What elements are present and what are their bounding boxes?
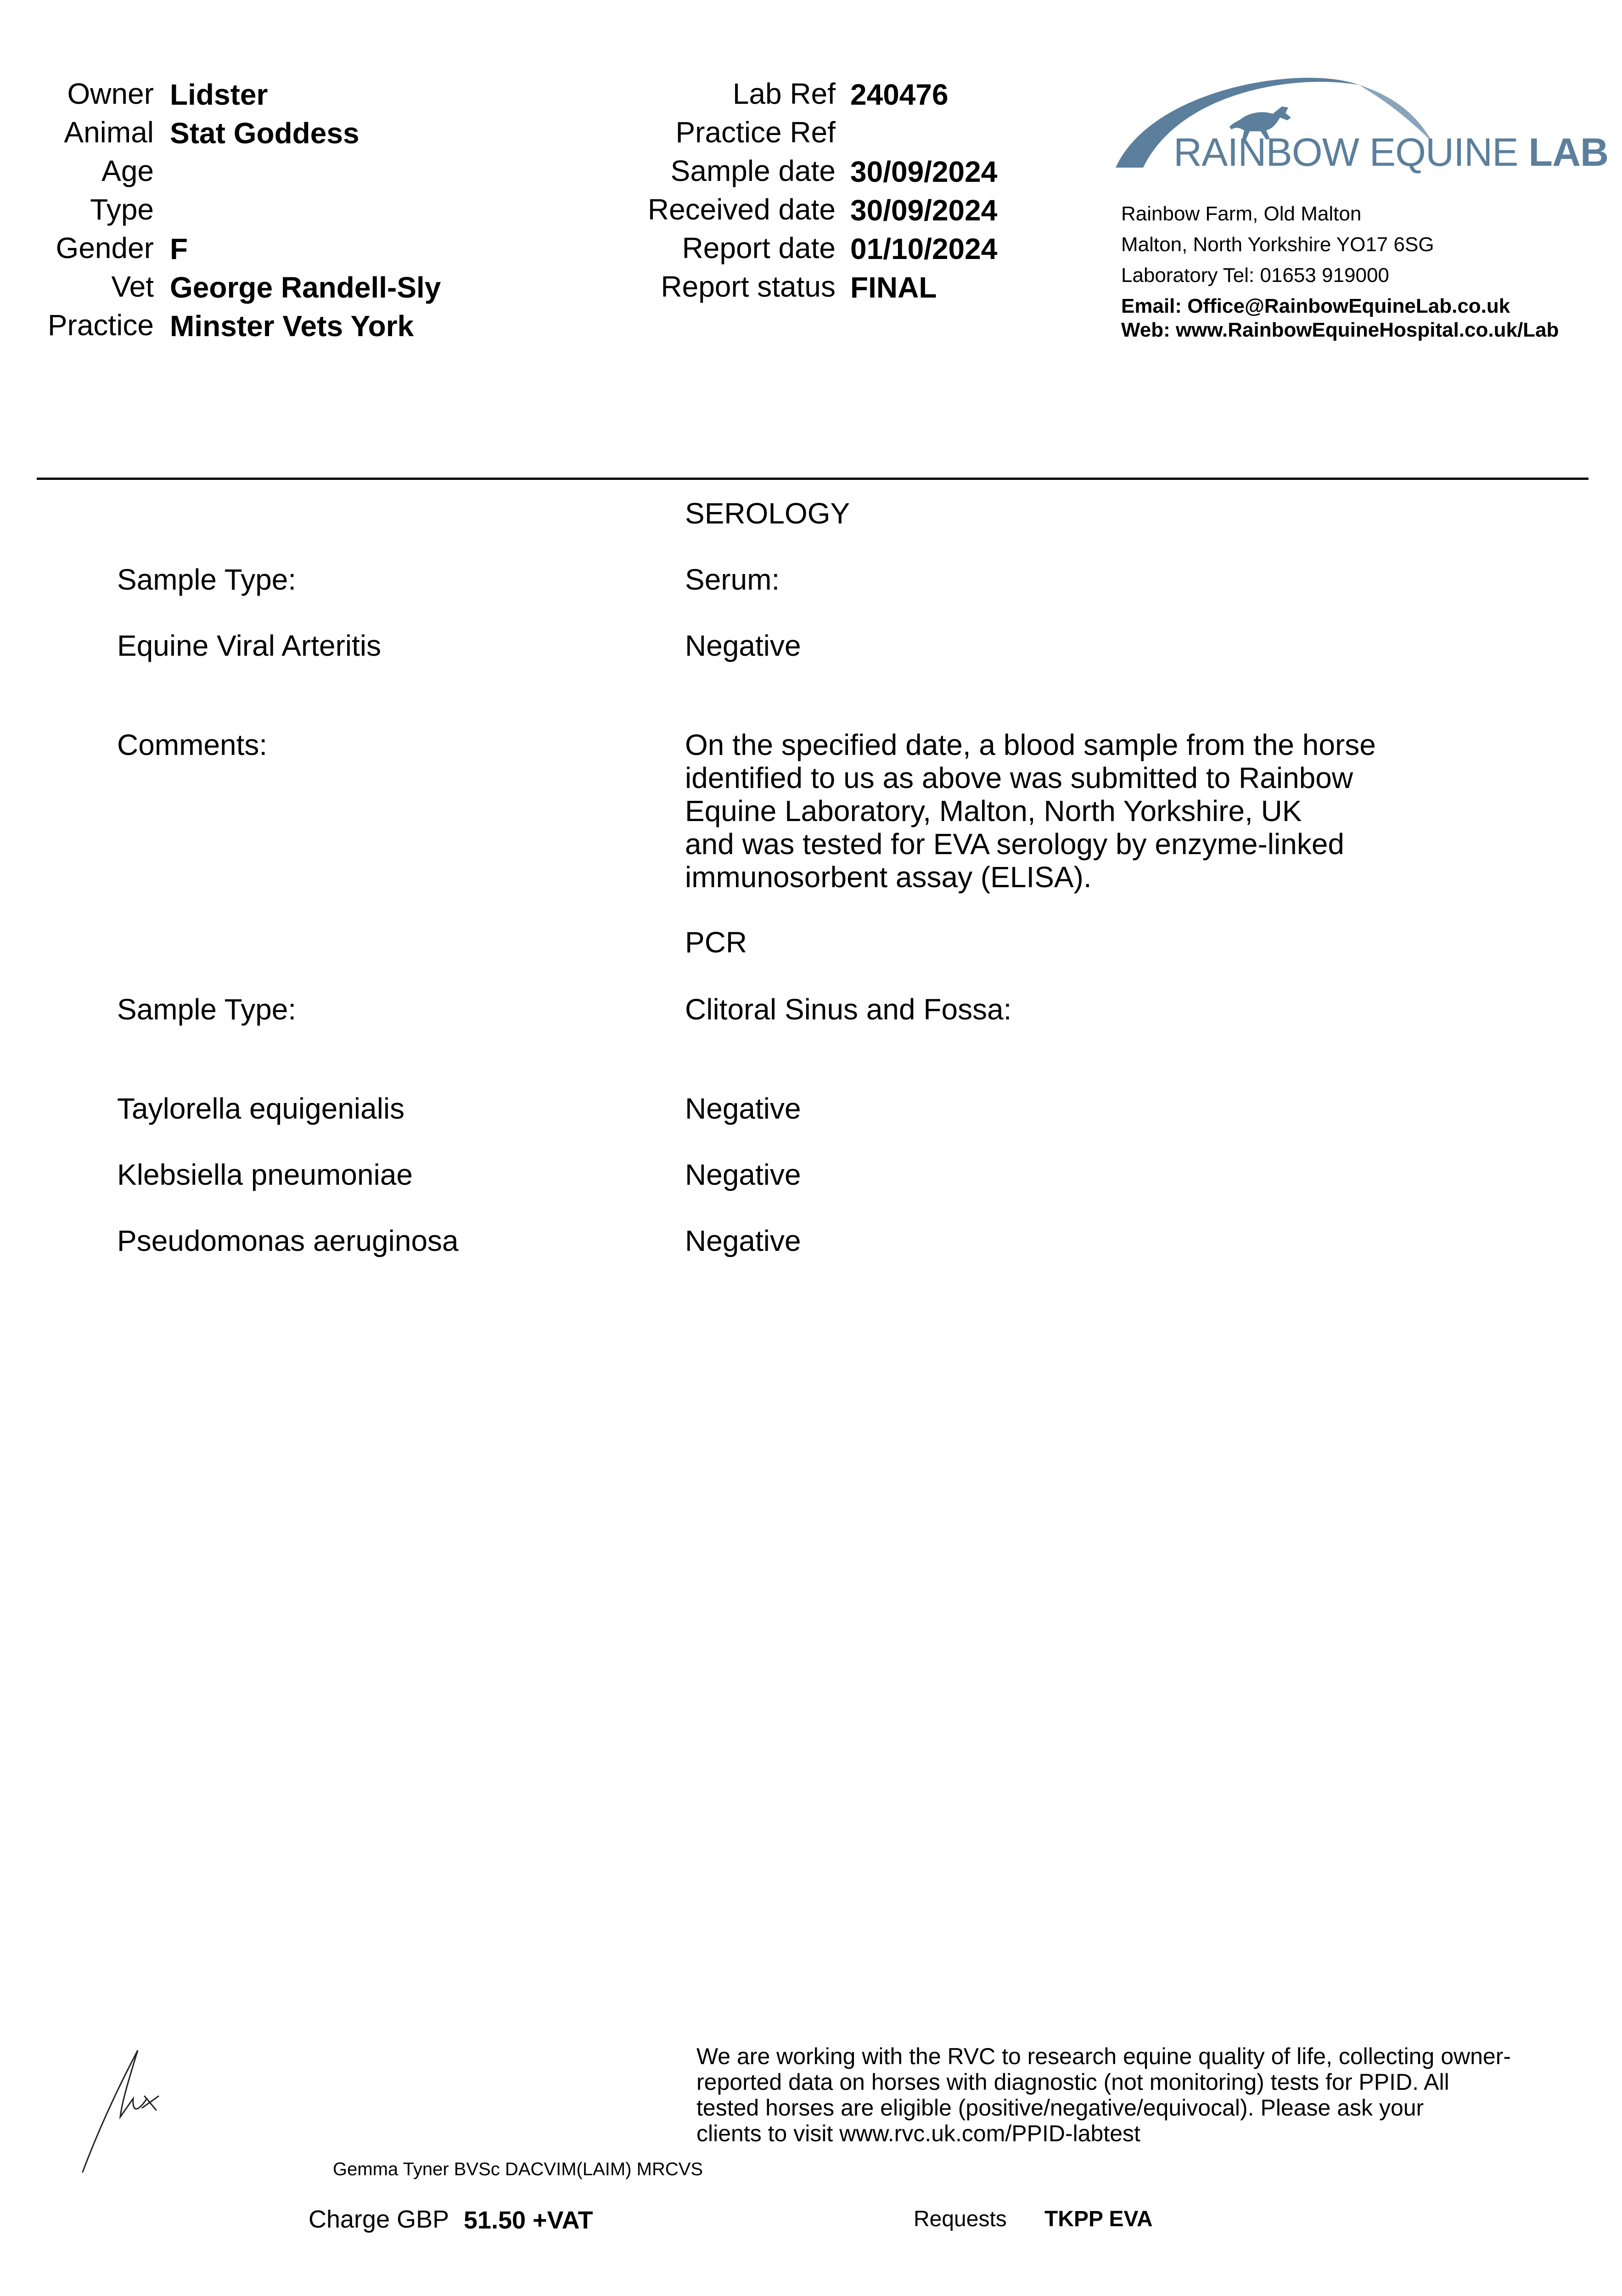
signatory: Gemma Tyner BVSc DACVIM(LAIM) MRCVS bbox=[333, 2159, 703, 2179]
rvc-notice-line: reported data on horses with diagnostic (not monitoring) tests for PPID. All bbox=[696, 2069, 1449, 2095]
owner-label: Owner bbox=[67, 77, 154, 110]
gender-label: Gender bbox=[56, 231, 154, 264]
lab-email: Email: Office@RainbowEquineLab.co.uk bbox=[1121, 295, 1510, 317]
comments-text bbox=[685, 728, 1376, 894]
comment-line: and was tested for EVA serology by enzyme-linked bbox=[685, 827, 1344, 861]
address-line-1: Rainbow Farm, Old Malton bbox=[1121, 203, 1362, 225]
charge-label: Charge GBP bbox=[309, 2206, 449, 2233]
rvc-notice-line: tested horses are eligible (positive/negative/equivocal). Please ask your bbox=[696, 2095, 1424, 2121]
pcr-test-name: Pseudomonas aeruginosa bbox=[117, 1224, 459, 1257]
lab-ref-label: Lab Ref bbox=[732, 77, 836, 110]
received-date-value: 30/09/2024 bbox=[850, 194, 998, 227]
comment-line: immunosorbent assay (ELISA). bbox=[685, 861, 1092, 894]
logo-text-main: RAINBOW EQUINE bbox=[1173, 130, 1518, 174]
report-status-label: Report status bbox=[661, 270, 836, 303]
lab-web: Web: www.RainbowEquineHospital.co.uk/Lab bbox=[1121, 319, 1559, 341]
comment-line: On the specified date, a blood sample from the horse bbox=[685, 728, 1376, 761]
address-line-2: Malton, North Yorkshire YO17 6SG bbox=[1121, 233, 1434, 256]
owner-value: Lidster bbox=[170, 78, 268, 111]
pcr-sample-type-value: Clitoral Sinus and Fossa: bbox=[685, 993, 1012, 1026]
serology-sample-type-label: Sample Type: bbox=[117, 563, 297, 596]
report-date-label: Report date bbox=[682, 231, 836, 264]
pcr-sample-type-label: Sample Type: bbox=[117, 993, 297, 1026]
report-date-value: 01/10/2024 bbox=[850, 232, 998, 265]
serology-sample-type-value: Serum: bbox=[685, 563, 780, 596]
gender-value: F bbox=[170, 232, 188, 265]
vet-label: Vet bbox=[111, 270, 154, 303]
pcr-test-result: Negative bbox=[685, 1092, 801, 1125]
logo-text-bold: LAB bbox=[1528, 130, 1609, 174]
pcr-test-name: Klebsiella pneumoniae bbox=[117, 1158, 413, 1191]
rvc-notice bbox=[696, 2043, 1511, 2146]
signature-image bbox=[78, 2043, 174, 2177]
received-date-label: Received date bbox=[647, 193, 836, 226]
comment-line: identified to us as above was submitted to Rainbow bbox=[685, 761, 1353, 794]
pcr-test-result: Negative bbox=[685, 1158, 801, 1191]
serology-heading: SEROLOGY bbox=[685, 497, 850, 530]
eva-test-result: Negative bbox=[685, 629, 801, 662]
report-status-value: FINAL bbox=[850, 271, 937, 304]
requests-label: Requests bbox=[914, 2207, 1007, 2231]
header-divider bbox=[37, 478, 1588, 480]
pcr-heading: PCR bbox=[685, 926, 747, 959]
practice-label: Practice bbox=[47, 309, 154, 342]
vet-value: George Randell-Sly bbox=[170, 271, 441, 304]
rvc-notice-line: clients to visit www.rvc.uk.com/PPID-labtest bbox=[696, 2121, 1140, 2146]
lab-ref-value: 240476 bbox=[850, 78, 949, 111]
animal-value: Stat Goddess bbox=[170, 117, 359, 150]
animal-label: Animal bbox=[64, 116, 154, 149]
practice-value: Minster Vets York bbox=[170, 310, 414, 343]
comment-line: Equine Laboratory, Malton, North Yorkshire, UK bbox=[685, 794, 1302, 827]
pcr-test-result: Negative bbox=[685, 1224, 801, 1257]
practice-ref-label: Practice Ref bbox=[675, 116, 836, 149]
pcr-test-name: Taylorella equigenialis bbox=[117, 1092, 405, 1125]
type-label: Type bbox=[90, 193, 154, 226]
sample-date-label: Sample date bbox=[670, 154, 836, 187]
requests-value: TKPP EVA bbox=[1044, 2207, 1153, 2231]
age-label: Age bbox=[101, 154, 154, 187]
lab-tel: Laboratory Tel: 01653 919000 bbox=[1121, 264, 1389, 287]
comments-label: Comments: bbox=[117, 728, 268, 761]
sample-date-value: 30/09/2024 bbox=[850, 155, 998, 188]
eva-test-name: Equine Viral Arteritis bbox=[117, 629, 382, 662]
charge-value: 51.50 +VAT bbox=[464, 2206, 593, 2234]
rvc-notice-line: We are working with the RVC to research equine quality of life, collecting owner- bbox=[696, 2043, 1511, 2069]
